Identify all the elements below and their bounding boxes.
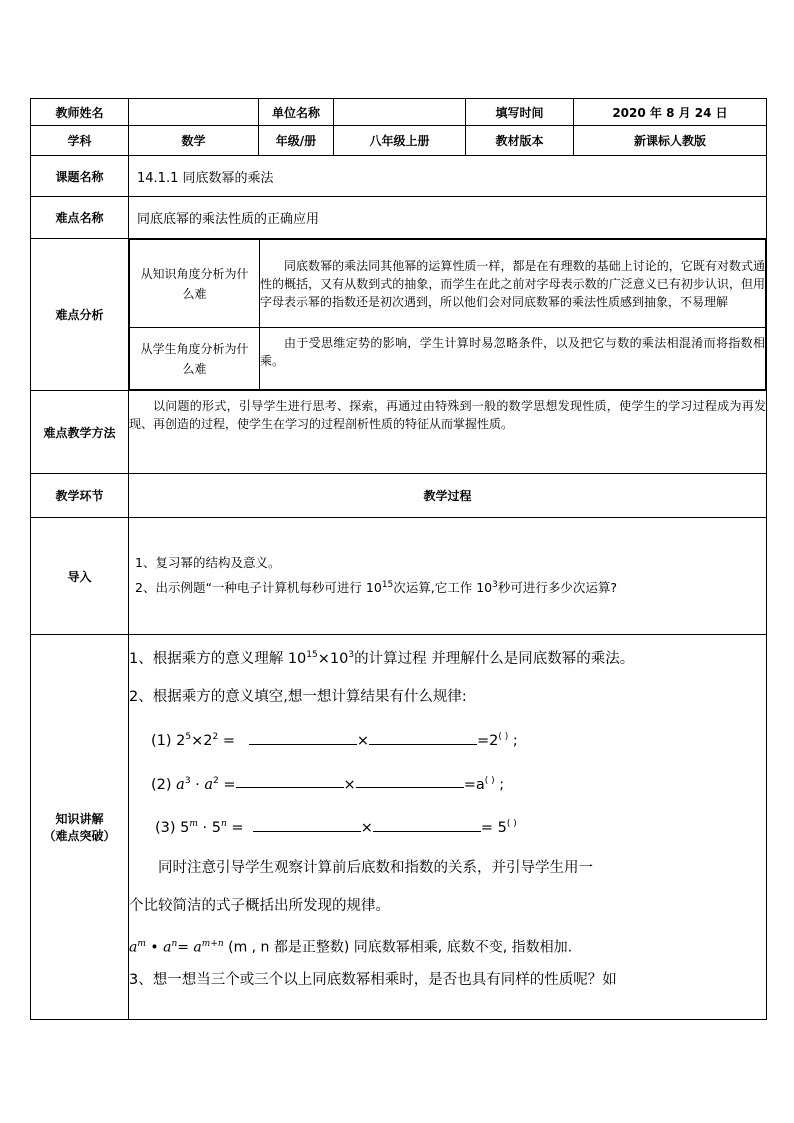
lesson-title-label: 课题名称 <box>31 156 129 197</box>
fill-date-label: 填写时间 <box>466 99 574 126</box>
method-row <box>31 391 767 474</box>
knowledge-content <box>129 635 767 1020</box>
knowledge-label: 知识讲解 <box>55 812 104 826</box>
edition-value: 新课标人教版 <box>574 126 767 156</box>
unit-name-value <box>334 99 466 126</box>
knowledge-row <box>31 635 767 1020</box>
lesson-plan-table <box>30 98 767 1020</box>
knowledge-point-2: 2、根据乘方的意义填空,想一想计算结果有什么规律: <box>129 688 467 705</box>
analysis-label: 难点分析 <box>31 239 129 391</box>
knowledge-point-4: 个比较简洁的式子概括出所发现的规律。 <box>129 898 390 915</box>
exercise-2: (2) $a^3 \cdot a^2$ = × =a( ) ; <box>129 771 766 795</box>
subject-value: 数学 <box>129 126 259 156</box>
knowledge-label-sub: （难点突破） <box>43 829 116 843</box>
difficulty-label: 难点名称 <box>31 197 129 239</box>
student-angle-label: 从学生角度分析为什么难 <box>130 328 260 390</box>
knowledge-point-1: 1、根据乘方的意义理解 $10^{15}\times 10^3$的计算过程 并理解什么是同底数幂的乘法。 <box>129 650 635 667</box>
method-text: 以问题的形式，引导学生进行思考、探索，再通过由特殊到一般的数学思想发现性质，使学生的学习过程成为再发现、再创造的过程，使学生在学习的过程剖析性质的特征从而掌握性质。 <box>129 391 767 474</box>
method-label: 难点教学方法 <box>31 391 129 474</box>
process-header-row <box>31 474 767 518</box>
lesson-title-value: 14.1.1 同底数幂的乘法 <box>129 156 767 197</box>
intro-label: 导入 <box>31 518 129 635</box>
header-row-1 <box>31 99 767 126</box>
knowledge-angle-text: 同底数幂的乘法同其他幂的运算性质一样，都是在有理数的基础上讨论的，它既有对数式通性的概括，又有从数到式的抽象，而学生在此之前对字母表示数的广泛意义已有初步认识，但用字母表示幂的指数还是初次遇到，所以他们会对同底数幂的乘法性质感到抽象，不易理解 <box>260 240 766 328</box>
difficulty-value: 同底底幂的乘法性质的正确应用 <box>129 197 767 239</box>
intro-row <box>31 518 767 635</box>
unit-name-label: 单位名称 <box>259 99 334 126</box>
teaching-stage-label: 教学环节 <box>31 474 129 518</box>
grade-label: 年级/册 <box>259 126 334 156</box>
answer-blank[interactable] <box>253 817 361 832</box>
answer-blank[interactable] <box>356 773 464 788</box>
student-angle-text: 由于受思维定势的影响，学生计算时易忽略条件，以及把它与数的乘法相混淆而将指数相乘。 <box>260 328 766 390</box>
fill-date-value: 2020 年 8 月 24 日 <box>574 99 767 126</box>
answer-blank[interactable] <box>236 773 344 788</box>
knowledge-angle-label: 从知识角度分析为什么难 <box>130 240 260 328</box>
exercise-1: (1) $2^5\times 2^2$ = × =2( ) ; <box>129 727 766 751</box>
intro-line-2: 2、出示例题“一种电子计算机每秒可进行 $10^{15}$次运算,它工作 $10^3$秒可进行多少次运算? <box>135 580 617 596</box>
analysis-subtable <box>129 239 766 390</box>
answer-blank[interactable] <box>369 730 477 745</box>
difficulty-row <box>31 197 767 239</box>
teacher-name-label: 教师姓名 <box>31 99 129 126</box>
subject-label: 学科 <box>31 126 129 156</box>
grade-value: 八年级上册 <box>334 126 466 156</box>
answer-blank[interactable] <box>249 730 357 745</box>
knowledge-label-cell <box>31 635 129 1020</box>
knowledge-point-3: 同时注意引导学生观察计算前后底数和指数的关系，并引导学生用一 <box>158 860 593 877</box>
knowledge-point-5: 3、想一想当三个或三个以上同底数幂相乘时，是否也具有同样的性质呢？如 <box>129 971 617 988</box>
analysis-row <box>31 239 767 391</box>
lesson-row <box>31 156 767 197</box>
edition-label: 教材版本 <box>466 126 574 156</box>
intro-line-1: 1、复习幂的结构及意义。 <box>135 555 281 571</box>
intro-content <box>129 518 767 635</box>
analysis-content <box>129 239 767 391</box>
teaching-process-label: 教学过程 <box>129 474 767 518</box>
header-row-2 <box>31 126 767 156</box>
answer-blank[interactable] <box>373 817 481 832</box>
rule-formula: $a^m$ • $a^n= a^{m+n}$ (m , n 都是正整数) 同底数幂相乘, 底数不变, 指数相加. <box>129 939 573 956</box>
exercise-3: (3) $5^m \cdot 5^n$ = × = 5( ) <box>129 814 766 838</box>
teacher-name-value <box>129 99 259 126</box>
